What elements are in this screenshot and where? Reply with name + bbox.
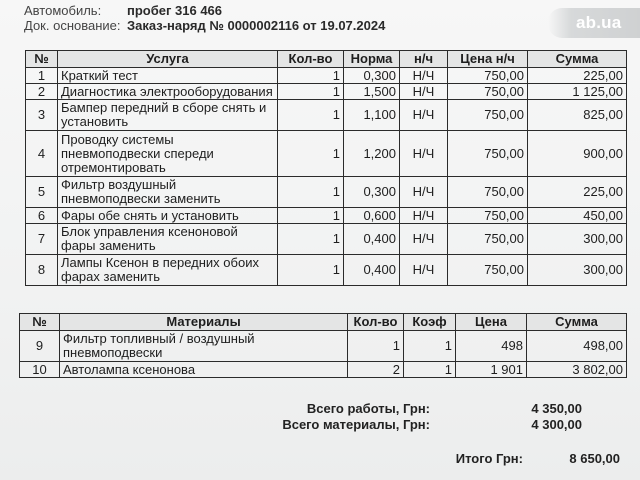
row-number: 6 bbox=[26, 208, 58, 224]
service-name: Фильтр воздушный пневмоподвески заменить bbox=[58, 177, 278, 208]
table-row bbox=[26, 68, 627, 84]
service-name: Блок управления ксеноновой фары заменить bbox=[58, 224, 278, 255]
total-materials-value: 4 300,00 bbox=[531, 417, 582, 432]
row-number: 4 bbox=[26, 131, 58, 177]
sum-cell: 1 125,00 bbox=[528, 84, 627, 100]
price-cell: 750,00 bbox=[448, 84, 528, 100]
table-row bbox=[26, 131, 627, 177]
norm-cell: 1,500 bbox=[344, 84, 400, 100]
unit-cell: Н/Ч bbox=[400, 84, 448, 100]
row-number: 7 bbox=[26, 224, 58, 255]
unit-cell: Н/Ч bbox=[400, 68, 448, 84]
row-number: 1 bbox=[26, 68, 58, 84]
price-cell: 750,00 bbox=[448, 177, 528, 208]
qty-cell: 1 bbox=[278, 84, 344, 100]
qty-cell: 1 bbox=[278, 68, 344, 84]
price-cell: 1 901 bbox=[456, 362, 527, 378]
norm-cell: 0,400 bbox=[344, 224, 400, 255]
col-header-sum: Сумма bbox=[528, 51, 627, 68]
row-number: 5 bbox=[26, 177, 58, 208]
basis-value: Заказ-наряд № 0000002116 от 19.07.2024 bbox=[127, 18, 386, 33]
table-row bbox=[26, 224, 627, 255]
col-header-norm: Норма bbox=[344, 51, 400, 68]
car-value: пробег 316 466 bbox=[127, 3, 223, 18]
norm-cell: 0,400 bbox=[344, 255, 400, 286]
sum-cell: 225,00 bbox=[528, 177, 627, 208]
service-name: Проводку системы пневмоподвески спереди отремонтировать bbox=[58, 131, 278, 177]
col-header-qty: Кол-во bbox=[348, 314, 404, 331]
sum-cell: 900,00 bbox=[528, 131, 627, 177]
table-row bbox=[26, 255, 627, 286]
qty-cell: 1 bbox=[278, 100, 344, 131]
basis-label: Док. основание: bbox=[24, 18, 121, 33]
price-cell: 750,00 bbox=[448, 100, 528, 131]
qty-cell: 2 bbox=[348, 362, 404, 378]
col-header-number: № bbox=[26, 51, 58, 68]
qty-cell: 1 bbox=[278, 224, 344, 255]
coef-cell: 1 bbox=[404, 362, 456, 378]
service-name: Фары обе снять и установить bbox=[58, 208, 278, 224]
col-header-unit: н/ч bbox=[400, 51, 448, 68]
qty-cell: 1 bbox=[278, 208, 344, 224]
sum-cell: 225,00 bbox=[528, 68, 627, 84]
car-label: Автомобиль: bbox=[24, 3, 102, 18]
table-row bbox=[20, 331, 627, 362]
col-header-service: Услуга bbox=[58, 51, 278, 68]
col-header-qty: Кол-во bbox=[278, 51, 344, 68]
row-number: 3 bbox=[26, 100, 58, 131]
materials-header-row bbox=[20, 314, 627, 331]
unit-cell: Н/Ч bbox=[400, 131, 448, 177]
sum-cell: 3 802,00 bbox=[527, 362, 627, 378]
materials-table bbox=[19, 313, 627, 378]
sum-cell: 300,00 bbox=[528, 255, 627, 286]
sum-cell: 450,00 bbox=[528, 208, 627, 224]
material-name: Фильтр топливный / воздушный пневмоподвески bbox=[60, 331, 348, 362]
col-header-coef: Коэф bbox=[404, 314, 456, 331]
services-header-row bbox=[26, 51, 627, 68]
norm-cell: 1,200 bbox=[344, 131, 400, 177]
row-number: 8 bbox=[26, 255, 58, 286]
watermark-text: ab.ua bbox=[576, 13, 622, 32]
qty-cell: 1 bbox=[278, 255, 344, 286]
qty-cell: 1 bbox=[348, 331, 404, 362]
qty-cell: 1 bbox=[278, 177, 344, 208]
norm-cell: 0,300 bbox=[344, 68, 400, 84]
row-number: 2 bbox=[26, 84, 58, 100]
service-name: Лампы Ксенон в передних обоих фарах заменить bbox=[58, 255, 278, 286]
col-header-price: Цена bbox=[456, 314, 527, 331]
price-cell: 750,00 bbox=[448, 68, 528, 84]
qty-cell: 1 bbox=[278, 131, 344, 177]
coef-cell: 1 bbox=[404, 331, 456, 362]
unit-cell: Н/Ч bbox=[400, 255, 448, 286]
grand-total-value: 8 650,00 bbox=[569, 451, 620, 466]
total-materials-label: Всего материалы, Грн: bbox=[282, 417, 430, 432]
table-row bbox=[20, 362, 627, 378]
norm-cell: 1,100 bbox=[344, 100, 400, 131]
grand-total-label: Итого Грн: bbox=[455, 451, 523, 466]
price-cell: 498 bbox=[456, 331, 527, 362]
row-number: 10 bbox=[20, 362, 60, 378]
unit-cell: Н/Ч bbox=[400, 177, 448, 208]
basis-line bbox=[24, 18, 385, 33]
car-line bbox=[24, 3, 222, 18]
col-header-material: Материалы bbox=[60, 314, 348, 331]
price-cell: 750,00 bbox=[448, 131, 528, 177]
table-row bbox=[26, 84, 627, 100]
row-number: 9 bbox=[20, 331, 60, 362]
col-header-price: Цена н/ч bbox=[448, 51, 528, 68]
watermark-logo bbox=[548, 8, 640, 38]
price-cell: 750,00 bbox=[448, 208, 528, 224]
unit-cell: Н/Ч bbox=[400, 100, 448, 131]
service-name: Краткий тест bbox=[58, 68, 278, 84]
col-header-number: № bbox=[20, 314, 60, 331]
unit-cell: Н/Ч bbox=[400, 224, 448, 255]
norm-cell: 0,300 bbox=[344, 177, 400, 208]
unit-cell: Н/Ч bbox=[400, 208, 448, 224]
sum-cell: 498,00 bbox=[527, 331, 627, 362]
services-table bbox=[25, 50, 627, 286]
service-name: Диагностика электрооборудования bbox=[58, 84, 278, 100]
norm-cell: 0,600 bbox=[344, 208, 400, 224]
material-name: Автолампа ксенонова bbox=[60, 362, 348, 378]
col-header-sum: Сумма bbox=[527, 314, 627, 331]
table-row bbox=[26, 177, 627, 208]
price-cell: 750,00 bbox=[448, 255, 528, 286]
service-name: Бампер передний в сборе снять и установить bbox=[58, 100, 278, 131]
sum-cell: 300,00 bbox=[528, 224, 627, 255]
price-cell: 750,00 bbox=[448, 224, 528, 255]
table-row bbox=[26, 100, 627, 131]
total-work-value: 4 350,00 bbox=[531, 401, 582, 416]
table-row bbox=[26, 208, 627, 224]
total-work-label: Всего работы, Грн: bbox=[306, 401, 430, 416]
sum-cell: 825,00 bbox=[528, 100, 627, 131]
